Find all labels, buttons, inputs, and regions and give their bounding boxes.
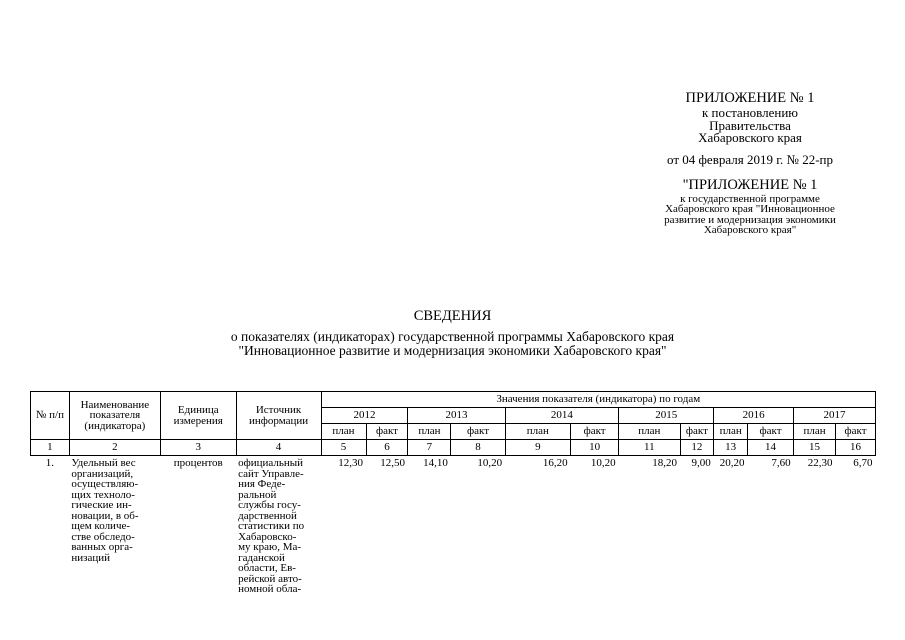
year-header: 2017 bbox=[794, 408, 876, 424]
appendix-header: ПРИЛОЖЕНИЕ № 1 bbox=[685, 90, 815, 106]
column-number: 11 bbox=[619, 440, 680, 456]
source-line: дарственной bbox=[238, 509, 297, 522]
appendix-header-quoted: "ПРИЛОЖЕНИЕ № 1 bbox=[682, 176, 818, 193]
indicator-name-line: организаций, bbox=[71, 467, 134, 480]
column-number: 7 bbox=[408, 440, 451, 456]
appendix-program-line: Хабаровского края "Инновационное bbox=[665, 203, 835, 215]
source-line: области, Ев- bbox=[238, 562, 296, 574]
fact-header: факт bbox=[748, 424, 794, 440]
plan-header: план bbox=[794, 424, 836, 440]
year-header: 2012 bbox=[321, 408, 408, 424]
value-cell: 10,20 bbox=[590, 457, 616, 469]
column-number: 14 bbox=[748, 440, 794, 456]
document-subtitle bbox=[0, 330, 905, 358]
indicator-name-line: ванных орга- bbox=[71, 541, 133, 553]
appendix-program-line: Хабаровского края" bbox=[703, 224, 797, 236]
source-line: ральной bbox=[238, 488, 277, 501]
indicator-name-line: Удельный вес bbox=[71, 457, 136, 469]
plan-header: план bbox=[714, 424, 748, 440]
appendix-date: от 04 февраля 2019 г. № 22-пр bbox=[667, 151, 833, 167]
appendix-line: Хабаровского края bbox=[698, 130, 802, 145]
year-header: 2015 bbox=[619, 408, 714, 424]
indicator-name-line: гические ин- bbox=[71, 499, 132, 511]
appendix-line: к постановлению bbox=[701, 105, 799, 120]
source-line: гаданской bbox=[238, 551, 285, 564]
col-header-name: Наименование показателя (индикатора) bbox=[69, 392, 160, 440]
plan-header: план bbox=[321, 424, 366, 440]
subtitle-line: "Инновационное развитие и модернизация экономики Хабаровского края" bbox=[238, 343, 667, 358]
source-line: Хабаровско- bbox=[238, 530, 297, 543]
appendix-block bbox=[600, 90, 900, 236]
source-line: ния Феде- bbox=[238, 478, 286, 490]
value-cell: 16,20 bbox=[542, 457, 568, 469]
indicator-name-line: стве обследо- bbox=[71, 530, 135, 543]
value-cell: 9,00 bbox=[691, 457, 711, 469]
column-number: 4 bbox=[236, 440, 321, 456]
column-number: 2 bbox=[69, 440, 160, 456]
appendix-program-line: развитие и модернизация экономики bbox=[664, 213, 836, 226]
source-line: номной обла- bbox=[238, 583, 302, 595]
indicator-name-line: щем количе- bbox=[71, 520, 131, 532]
plan-header: план bbox=[408, 424, 451, 440]
source-line: статистики по bbox=[238, 520, 305, 532]
appendix-line: Правительства bbox=[709, 117, 791, 133]
value-cell: 10,20 bbox=[477, 457, 503, 469]
col-header-values-by-year: Значения показателя (индикатора) по годам bbox=[321, 392, 876, 408]
fact-header: факт bbox=[836, 424, 876, 440]
column-number: 12 bbox=[680, 440, 714, 456]
source-line: сайт Управле- bbox=[238, 467, 304, 480]
source-line: службы госу- bbox=[238, 499, 301, 511]
column-number: 16 bbox=[836, 440, 876, 456]
column-number: 10 bbox=[571, 440, 619, 456]
year-header: 2013 bbox=[408, 408, 505, 424]
fact-header: факт bbox=[680, 424, 714, 440]
row-number: 1. bbox=[45, 457, 55, 469]
col-header-number: № п/п bbox=[31, 392, 70, 440]
document-heading bbox=[0, 308, 905, 358]
column-number: 13 bbox=[714, 440, 748, 456]
column-number: 1 bbox=[31, 440, 70, 456]
fact-header: факт bbox=[571, 424, 619, 440]
indicator-name-line: осуществляю- bbox=[71, 478, 139, 490]
subtitle-line: о показателях (индикаторах) государственной программы Хабаровского края bbox=[230, 329, 675, 344]
column-number: 3 bbox=[160, 440, 236, 456]
source-line: рейской авто- bbox=[238, 572, 302, 585]
column-number: 15 bbox=[794, 440, 836, 456]
column-number: 5 bbox=[321, 440, 366, 456]
value-cell: 14,10 bbox=[423, 457, 448, 469]
fact-header: факт bbox=[451, 424, 505, 440]
year-header: 2014 bbox=[505, 408, 619, 424]
col-header-source: Источник информации bbox=[236, 392, 321, 440]
source-line: му краю, Ма- bbox=[238, 541, 302, 553]
indicator-name bbox=[69, 456, 160, 595]
source-line: официальный bbox=[238, 457, 304, 469]
year-header: 2016 bbox=[714, 408, 794, 424]
indicators-table bbox=[30, 391, 876, 595]
source-cell bbox=[236, 456, 321, 595]
col-header-unit: Единица измерения bbox=[160, 392, 236, 440]
column-number: 8 bbox=[451, 440, 505, 456]
plan-header: план bbox=[505, 424, 570, 440]
appendix-program-line: к государственной программе bbox=[680, 192, 820, 205]
value-cell: 12,50 bbox=[380, 457, 405, 469]
value-cell: 7,60 bbox=[771, 457, 791, 469]
table-row bbox=[31, 456, 876, 595]
column-number: 6 bbox=[366, 440, 408, 456]
indicator-name-line: новации, в об- bbox=[71, 509, 139, 522]
fact-header: факт bbox=[366, 424, 408, 440]
value-cell: 18,20 bbox=[652, 457, 678, 469]
unit-cell: процентов bbox=[173, 457, 223, 469]
value-cell: 22,30 bbox=[807, 457, 833, 469]
plan-header: план bbox=[619, 424, 680, 440]
value-cell: 12,30 bbox=[338, 457, 363, 469]
column-number: 9 bbox=[505, 440, 570, 456]
document-title: СВЕДЕНИЯ bbox=[413, 308, 492, 324]
value-cell: 20,20 bbox=[719, 457, 745, 469]
value-cell: 6,70 bbox=[853, 457, 873, 469]
indicator-name-line: щих техноло- bbox=[71, 488, 135, 501]
indicator-name-line: низаций bbox=[71, 551, 111, 564]
